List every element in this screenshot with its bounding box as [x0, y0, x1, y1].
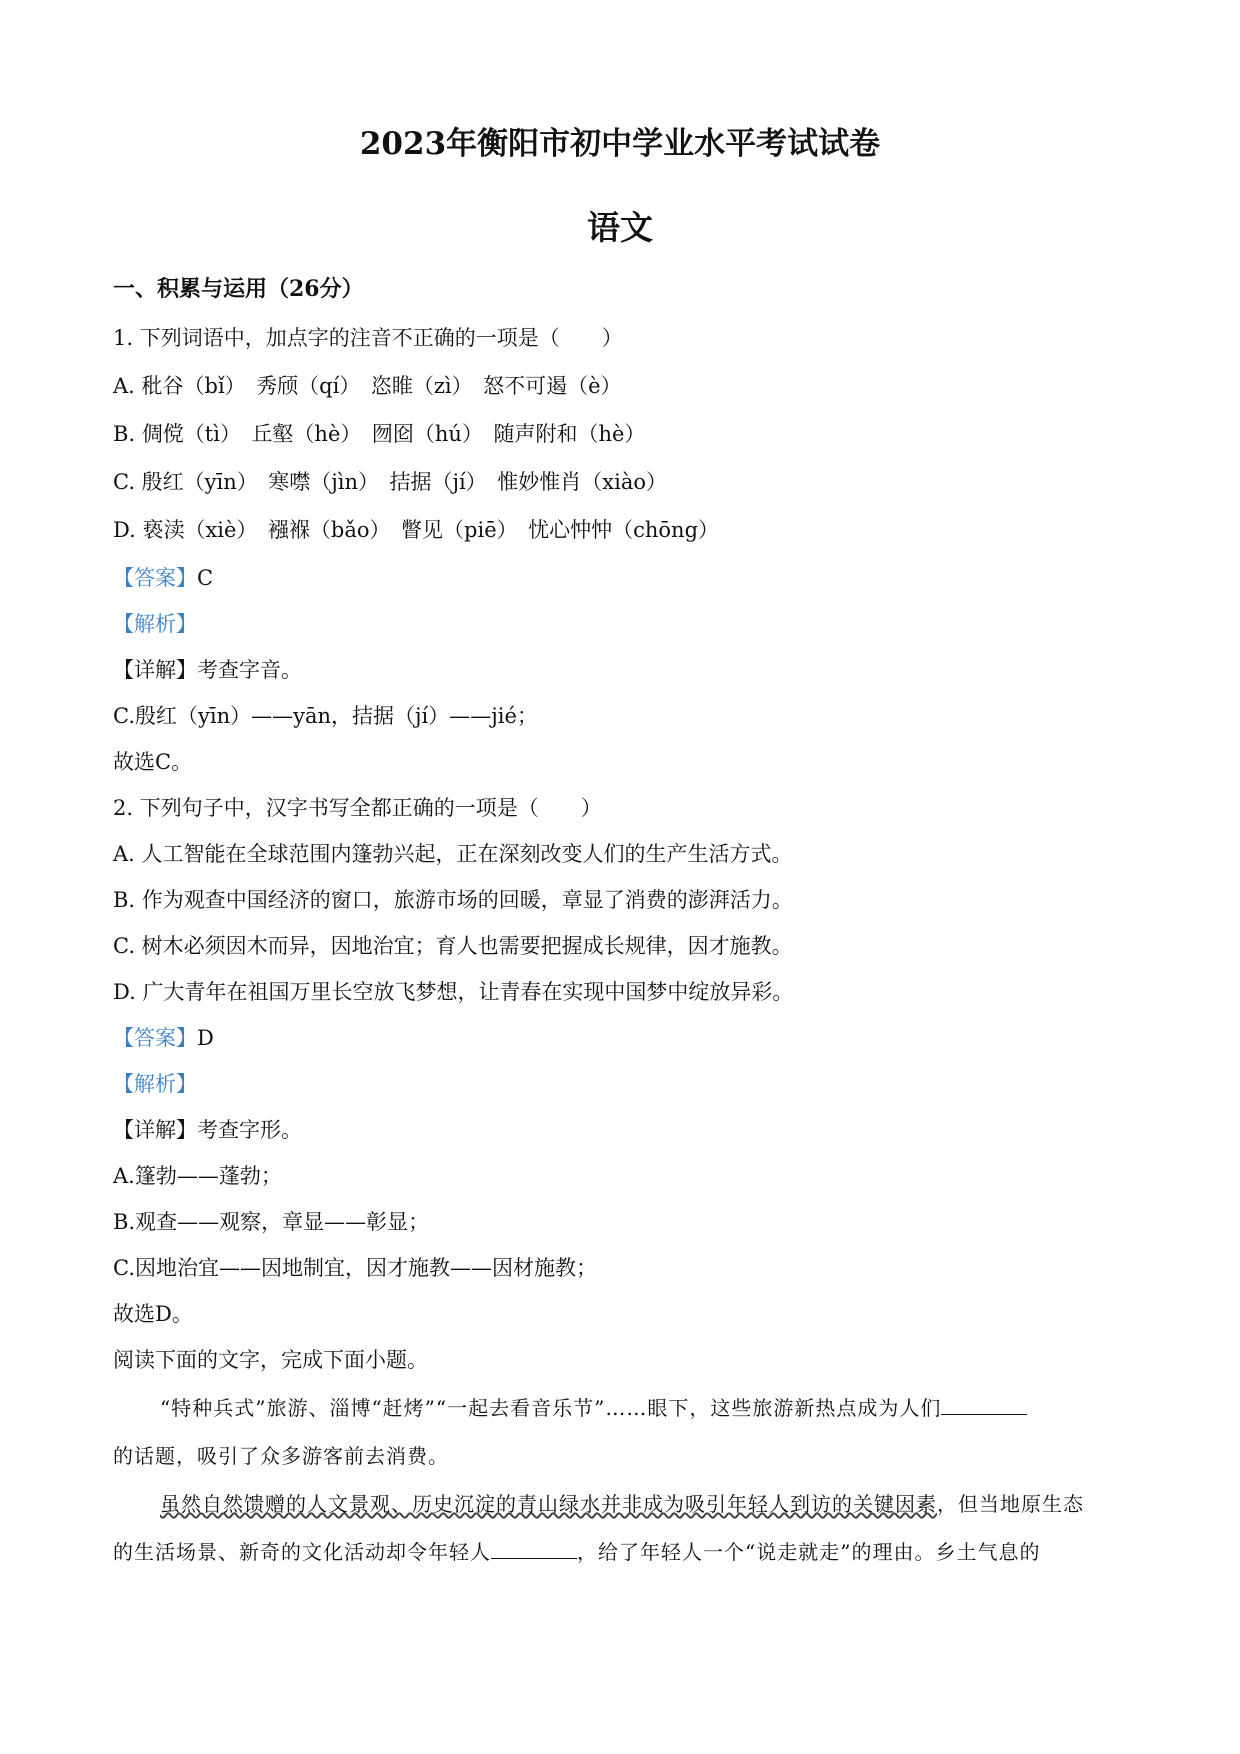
analysis-label: 【解析】 — [113, 612, 197, 636]
q1-conclusion: 故选C。 — [113, 750, 193, 774]
section-heading: 一、积累与运用（26分） — [113, 276, 364, 302]
q2-explain-a: A.篷勃——蓬勃； — [113, 1164, 282, 1188]
answer-value: C — [197, 566, 214, 590]
exam-title: 2023年衡阳市初中学业水平考试试卷 — [359, 126, 881, 162]
passage-line-1 — [160, 1392, 1027, 1421]
q2-option-c: C. 树木必须因木而异，因地治宜；育人也需要把握成长规律，因才施教。 — [113, 934, 793, 958]
q1-option-a: A. 秕谷（bǐ） 秀颀（qí） 恣睢（zì） 怒不可遏（è） — [113, 374, 622, 398]
fill-blank — [491, 1540, 577, 1559]
answer-value: D — [197, 1026, 214, 1050]
q1-option-b: B. 倜傥（tì） 丘壑（hè） 囫囵（hú） 随声附和（hè） — [113, 422, 646, 446]
fill-blank — [941, 1396, 1027, 1415]
answer-label: 【答案】 — [113, 566, 197, 590]
q1-answer-line — [113, 562, 213, 592]
q1-stem: 1. 下列词语中，加点字的注音不正确的一项是（ ） — [113, 326, 623, 350]
analysis-label: 【解析】 — [113, 1072, 197, 1096]
passage-text: 的生活场景、新奇的文化活动却令年轻人 — [113, 1540, 491, 1564]
q1-explain: C.殷红（yīn）——yān，拮据（jí）——jié； — [113, 704, 538, 728]
q1-option-c: C. 殷红（yīn） 寒噤（jìn） 拮据（jí） 惟妙惟肖（xiào） — [113, 470, 667, 494]
q2-detail: 【详解】考查字形。 — [113, 1118, 302, 1142]
q2-option-a: A. 人工智能在全球范围内篷勃兴起，正在深刻改变人们的生产生活方式。 — [113, 842, 793, 866]
q2-explain-b: B.观查——观察，章显——彰显； — [113, 1210, 430, 1234]
q2-option-b: B. 作为观查中国经济的窗口，旅游市场的回暖，章显了消费的澎湃活力。 — [113, 888, 793, 912]
q1-detail: 【详解】考查字音。 — [113, 658, 302, 682]
passage-text: ，给了年轻人一个“说走就走”的理由。乡土气息的 — [577, 1540, 1041, 1564]
subject-title: 语文 — [587, 208, 653, 247]
passage-line-2: 的话题，吸引了众多游客前去消费。 — [113, 1444, 449, 1468]
q2-conclusion: 故选D。 — [113, 1302, 193, 1326]
answer-label: 【答案】 — [113, 1026, 197, 1050]
passage-line-3 — [160, 1488, 1084, 1517]
passage-line-4 — [113, 1536, 1040, 1565]
passage-text: “特种兵式”旅游、淄博“赶烤”“一起去看音乐节”……眼下，这些旅游新热点成为人们 — [160, 1396, 942, 1420]
q2-stem: 2. 下列句子中，汉字书写全都正确的一项是（ ） — [113, 796, 602, 820]
q2-explain-c: C.因地治宜——因地制宜，因才施教——因材施教； — [113, 1256, 597, 1280]
q2-option-d: D. 广大青年在祖国万里长空放飞梦想，让青春在实现中国梦中绽放异彩。 — [113, 980, 794, 1004]
q1-option-d: D. 亵渎（xiè） 襁褓（bǎo） 瞥见（piē） 忧心忡忡（chōng） — [113, 518, 720, 542]
underlined-sentence: 虽然自然馈赠的人文景观、历史沉淀的青山绿水并非成为吸引年轻人到访的关键因素 — [160, 1492, 937, 1516]
passage-text: ，但当地原生态 — [937, 1492, 1084, 1516]
reading-intro: 阅读下面的文字，完成下面小题。 — [113, 1348, 428, 1372]
q2-answer-line — [113, 1022, 214, 1052]
